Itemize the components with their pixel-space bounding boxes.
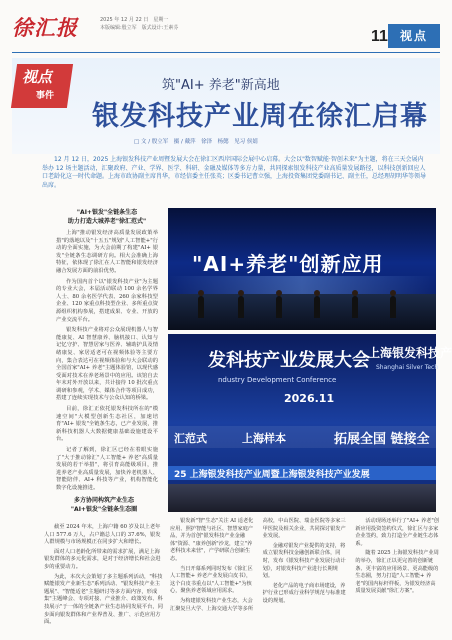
subheading-2-line-1: 多方协同构筑产业生态 [73, 497, 134, 504]
subheading-1 [56, 208, 158, 226]
left-column [56, 206, 158, 496]
body-paragraph: 记者了解到，徐汇区已经在着眼实施了"大于推动徐汇"人工智能+ 养老"高质量发展的若干举措"，将引育高能级项目，推进养老产业高质量发展，加快养老机器人、智能陪伴、AI+ 科技等产业，机构智能化数字化设施推进。 [56, 447, 158, 491]
newspaper-logo: 徐汇报 [12, 15, 78, 40]
backdrop-subtitle-left: ndustry Development Conference [218, 376, 337, 384]
speaker-figure [276, 296, 282, 318]
backdrop-title-right: 上海银发科技产 [368, 346, 452, 360]
left-column-lower [44, 524, 164, 629]
body-paragraph: 当日开幕系列同时发布《徐汇区人工智能+ 养老产业发展白皮书》，这个白皮书重点以"人工智能+"为核心，聚焦养老领域应用需求。 [170, 565, 253, 595]
speaker-figure [314, 296, 320, 318]
badge-sub-text: 事件 [36, 91, 55, 101]
slogan-2: 上海样本 [242, 432, 286, 445]
speaker-figure [238, 296, 244, 318]
masthead [0, 0, 450, 56]
body-paragraph: 面对人口老龄化所带来的需求扩展，满足上海银发群体的多元化需求，是对于经济增长和社会进步的重要动力。 [44, 548, 161, 570]
date-line: 2025 年 12 月 22 日 星期一 [100, 17, 169, 23]
section-label: 视点 [388, 24, 440, 48]
article-kicker: 筑"AI+ 养老"新高地 [162, 78, 280, 93]
article-byline: □ 文 / 殷立军 摄 / 戴萍 徐泽 杨懿 见习 侯婧 [134, 139, 258, 145]
right-columns [170, 518, 440, 613]
masthead-divider [12, 52, 440, 53]
body-paragraph: 为构建银发科技产业生态，大会汇聚复旦大学、上海交通大学等多所高校，中山医院、瑞金医院等多家三甲医院及相关企业，共同探讨银发产业发展。 [170, 518, 346, 612]
subheading-1-line-1: "AI+银发"全链条生态 [76, 209, 138, 216]
column-badge [14, 64, 70, 108]
slogan-1: 汇范式 [174, 432, 207, 445]
article-header [12, 58, 440, 154]
speaker-figure [390, 296, 396, 318]
speaker-figure [198, 296, 204, 318]
audience-crowd [168, 484, 436, 512]
body-paragraph: 金融对银发产业提供的支持，将成立银发科技金融创新联合体，同时，发布《银发科技产业发展行动计划》，对银发科技产业进行长期规划。 [262, 542, 346, 580]
body-paragraph: 上海"推动银发经济高质量发展政策举措"的落地以及"十五五"规划"人工智能+"行动的全面实施，为大会前期了构建"AI+ 银发"全链条生态调研方向。相大会准确上海特征，依体现了徐汇在人工智能和银发经济融合发展方面的前沿优势。 [56, 230, 158, 274]
backdrop-title-left: 发科技产业发展大会 [208, 350, 370, 371]
speaker-figure [352, 296, 358, 318]
body-paragraph: 银发科技产业将对公众展现机器人与智能康复、AI 智慧康养、脑机接口、认知与记忆守护、智慧居家与医养、辅助护具及情绪康复、家居适老可在视频体验等主要方向，集合表达可在视频体验和与大会联动的全国首家"AI+ 养老"主题体验馆，以现代感受面对技术在养老场景中的应用。该馆自去年末对外开放以来，共计接待 10 批次重点调研和参观，学术、媒体合作等项目成功，搭建了连续实现技术与公众认知的桥梁。 [56, 327, 158, 402]
body-paragraph: 为此，本次大会策划了多主题系列活动，"科技赋能银发产业新生态"系列活动、"银发科技产业主题展"、"智能适老"主题研讨等多方面内容，形成集"主题峰会、专项对接、产业推介、政策发布、科技展示"于一体的全链条产业生态协同发展平台，同步面向银发群体和产业界普及、推广、示范应用方面。 [44, 573, 163, 626]
slogan-3: 拓展全国 链接全 [334, 432, 430, 447]
backdrop-subtitle-right: Shanghai Silver Tech [376, 364, 439, 371]
lead-paragraph: 12 月 12 日，2025 上海银发科技产业周暨发展大会在徐汇区西岸国际会展中心启幕。大会以"数智赋能·智创未来"为主题，将在三天会展内举办 12 场主题活动，汇聚政府、产业、学界、医学、科研、金融及媒体等多方力量，共同探索银发科技产业高质量发展路径，以科技创新回应人口老龄化这一时代命题。上海市政协副主席肖华，市经信委主任张英；区委书记曹立强，上海投资集团党委副书记、副主任，总经理胡明华等领导出席。 [42, 156, 427, 189]
body-paragraph: 随着 2025 上海银发科技产业周的举办，徐汇正以更完善的创新链条、更丰富的应用场景、更高能级的生态圈，努力打造"人工智能+ 养老"的国内标杆样板，为银发经济高质量发展贡献"徐汇方案"。 [355, 550, 439, 595]
stage-screen-text: "AI+养老"创新应用 [192, 252, 384, 276]
banner-strip-text: 25 上海银发科技产业周暨上海银发科技产业发展 [174, 470, 370, 480]
body-paragraph: 老化产品的电子商市场建设，养护行业已形成行业科学规范与标准建设的规划。 [262, 582, 346, 604]
event-photo-stage [168, 208, 436, 330]
masthead-meta [100, 16, 178, 32]
article-headline: 银发科技产业周在徐汇启幕 [92, 101, 428, 132]
body-paragraph: 目前，徐汇正依托银发科技所在的"模速空间"大模型创新生态社区，加速培育"AI+ 银发"全链条生态，已产业发展，推新科技机器人大数据健康基础设施建设平台。 [56, 406, 158, 443]
subheading-2 [44, 496, 164, 514]
body-paragraph: 银发新"智"生态"关注 AI 适老化应用、照护智能与社区、智慧家庭产品，并为首创"银发科技产业金融体"资源、"康养创新"沙龙，建立"养老科技未来营"，产学研联合创新生态。 [170, 518, 254, 562]
subheading-2-line-2: "AI+银发"全链条生态圈 [70, 506, 138, 513]
body-paragraph: 截至 2024 年末，上海户籍 60 岁及以上老年人口 577.6 万人，占户籍总人口的 37.6%，银发人群规模与市场规模正在同步扩大和增长。 [44, 524, 161, 546]
page-number: 11 [371, 28, 388, 45]
badge-main-text: 视点 [22, 68, 53, 86]
subheading-1-line-2: 助力打造大城养老"徐汇范式" [67, 218, 147, 225]
editor-line: 本版编辑:殷立军 版式设计:王素芬 [100, 25, 179, 31]
event-photo-hall [168, 334, 452, 512]
body-paragraph: 作为国内首个以"银发科技产业"为主题的专业大会，本届活动联动 100 余名学界人士、80 余名医学代表、260 余家科技型企业、120 家重点科技型企业、多所重点资源组织机构参展，搭建成果、专业、开放的产业交流平台。 [56, 278, 158, 323]
backdrop-date: 2026.11 [284, 392, 335, 405]
body-paragraph: 活动现场还举行了"AI+ 养老"创新应用投资签约仪式，徐汇区与多家企业签约，致力打造全产业链生态体系。 [355, 518, 439, 547]
